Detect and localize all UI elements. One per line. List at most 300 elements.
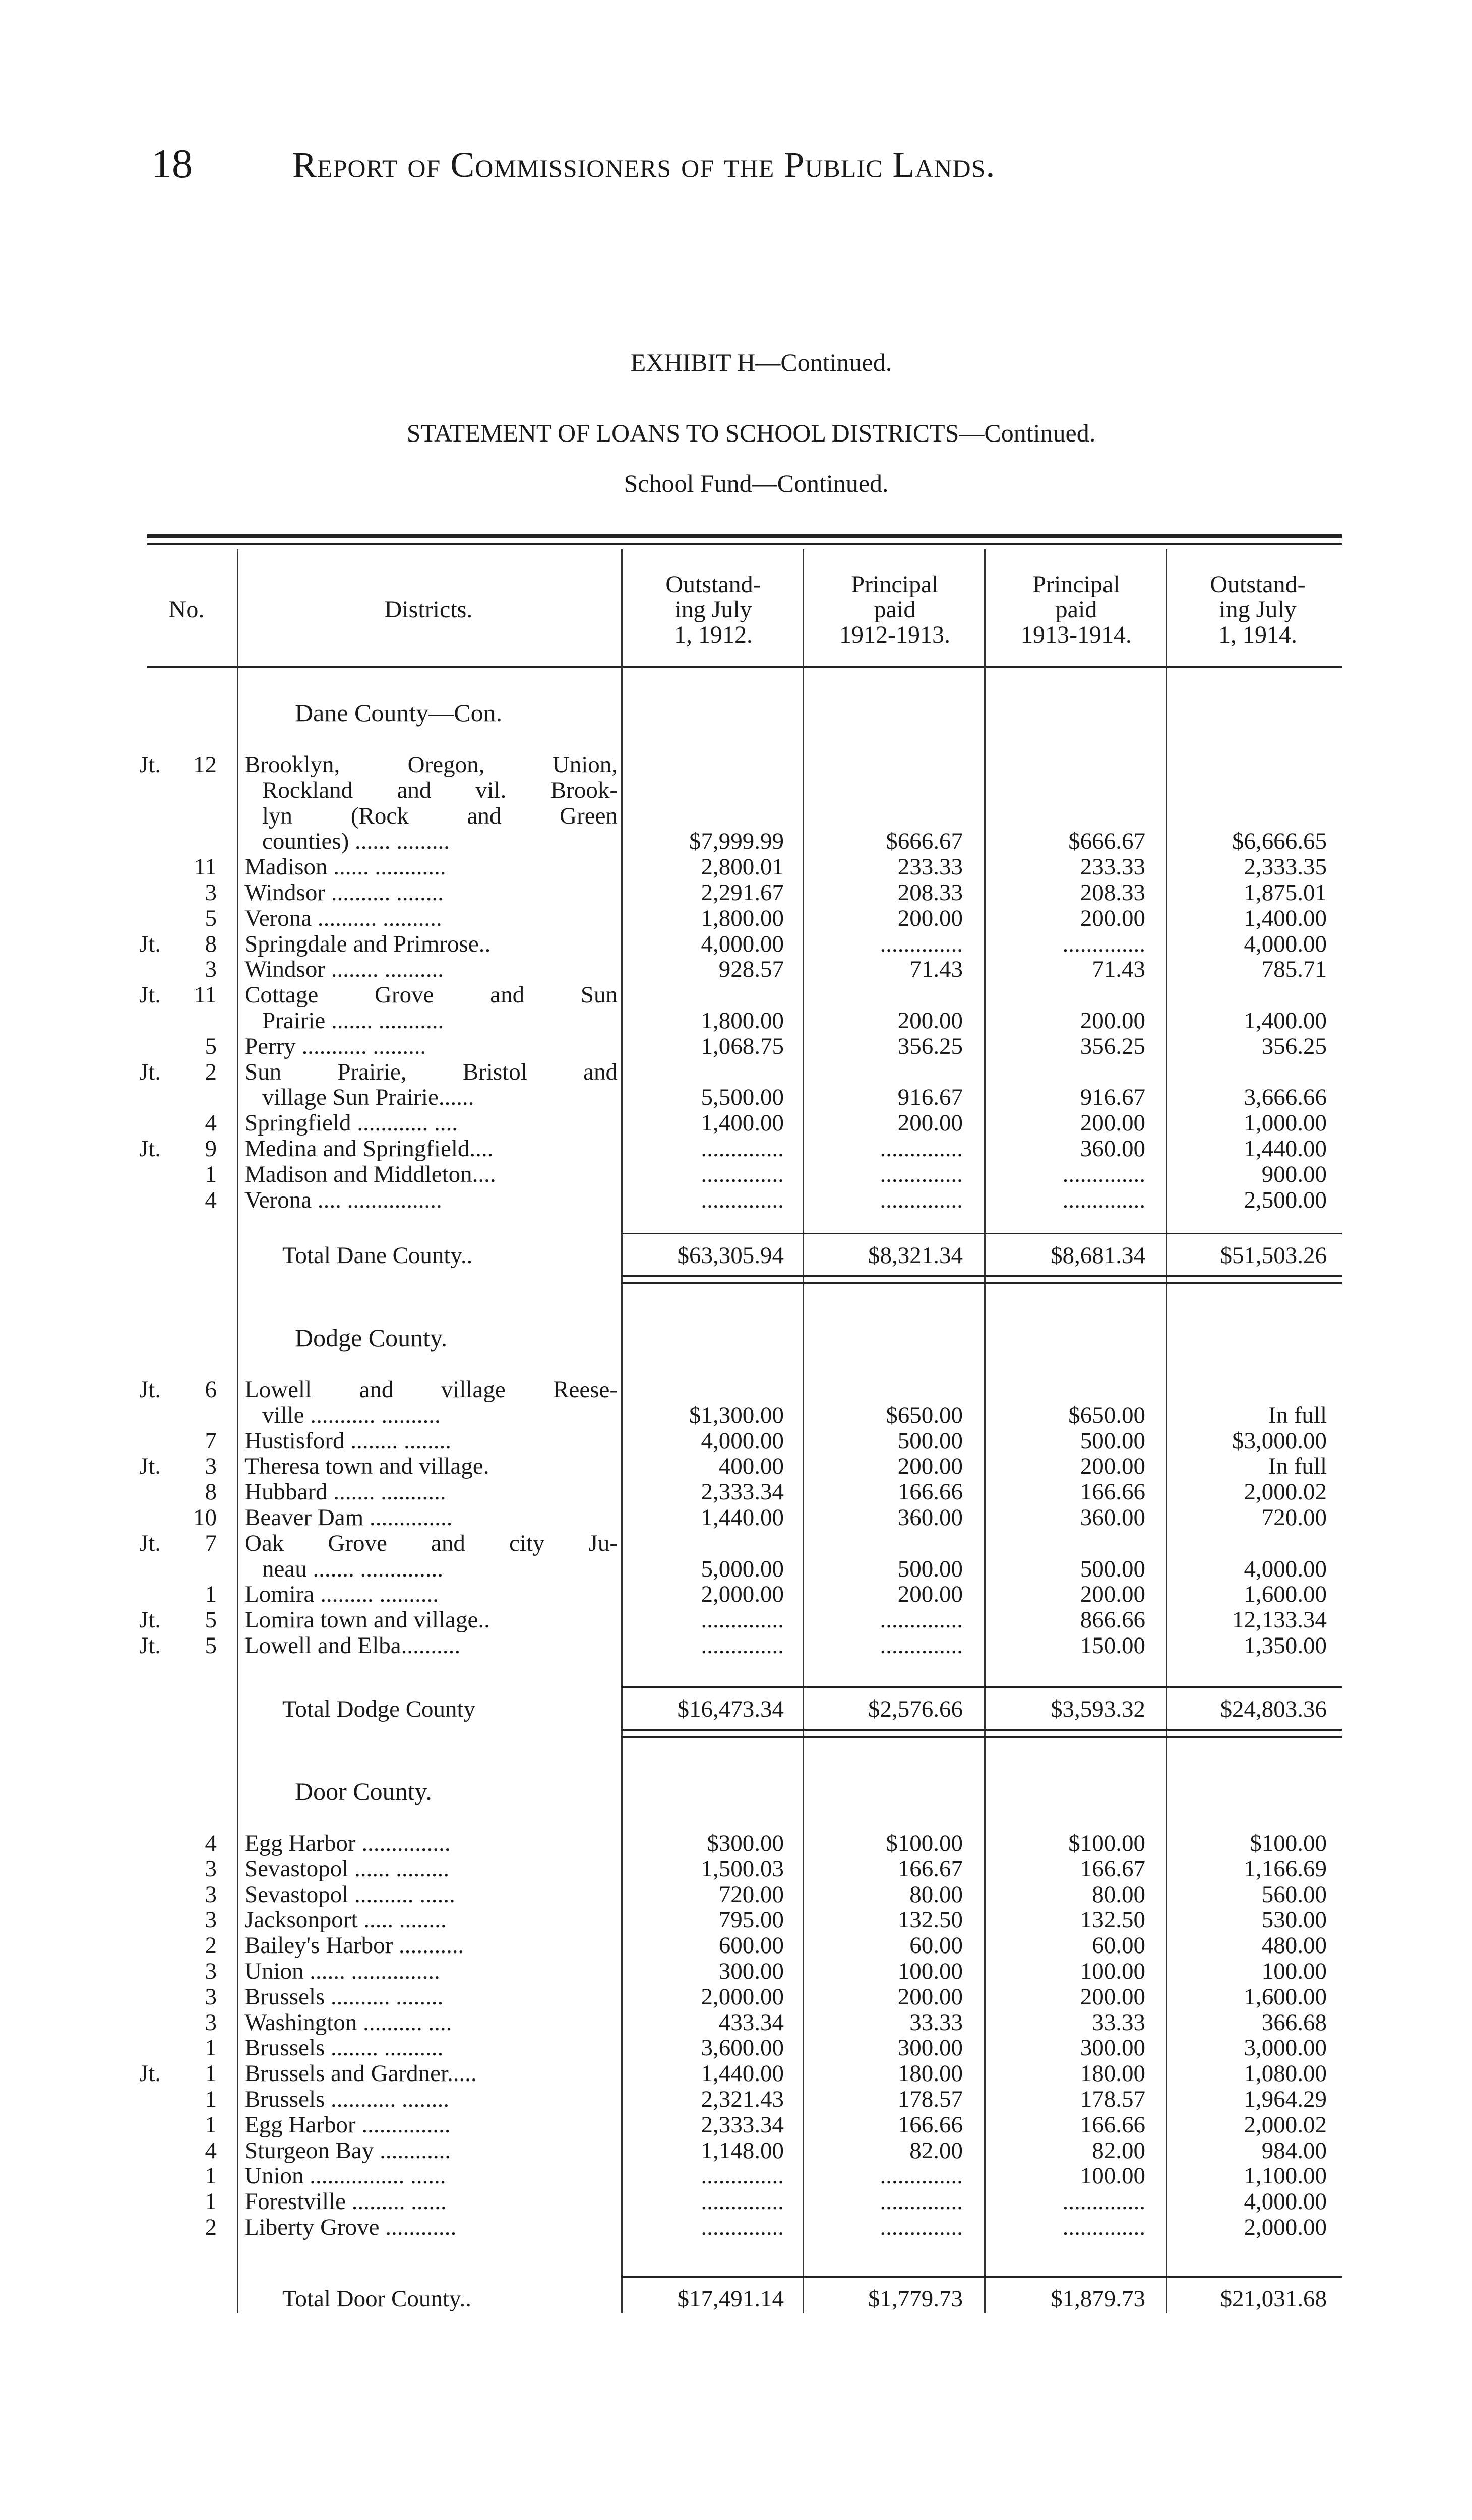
district-number: 9 [205,1136,217,1162]
district-number: 5 [205,1033,217,1059]
paid-1912-1913: 33.33 [909,2009,963,2036]
district-name: Egg Harbor ............... [244,1830,451,1856]
district-number: 7 [205,1428,217,1454]
district-number: 3 [205,1881,217,1908]
district-number: 1 [205,2060,217,2087]
paid-1913-1914: 360.00 [1080,1504,1145,1531]
district-number: 1 [205,2086,217,2112]
table-row [0,1136,1472,1161]
joint-marker: Jt. [139,1136,161,1162]
district-name: Prairie ....... ........... [262,1007,444,1034]
district-name: neau ....... .............. [262,1556,443,1582]
outstanding-1912: $1,300.00 [689,1402,784,1428]
outstanding-1912: 2,800.01 [701,854,784,880]
paid-1912-1913: 180.00 [897,2060,963,2087]
district-name: Sevastopol ...... ......... [244,1856,450,1882]
district-number: 4 [205,2137,217,2164]
table-row [0,906,1472,931]
table-row [0,1034,1472,1059]
paid-1913-1914: 200.00 [1080,1581,1145,1607]
joint-marker: Jt. [139,982,161,1008]
outstanding-1914: 2,500.00 [1244,1187,1327,1213]
district-name: Brussels and Gardner..... [244,2060,477,2087]
district-number: 10 [193,1504,217,1531]
paid-1913-1914: 180.00 [1080,2060,1145,2087]
paid-1913-1914: 166.66 [1080,1479,1145,1505]
total-value: $3,593.32 [1051,1696,1145,1722]
paid-1913-1914: 60.00 [1092,1932,1145,1959]
outstanding-1914: 100.00 [1261,1958,1327,1984]
district-name: Brussels ........ .......... [244,2035,444,2061]
paid-1912-1913: 166.67 [897,1856,963,1882]
district-name: Bailey's Harbor ........... [244,1932,464,1959]
paid-1913-1914: 360.00 [1080,1136,1145,1162]
district-number: 11 [194,854,217,880]
paid-1912-1913: .............. [880,1161,963,1187]
total-value: $1,879.73 [1051,2286,1145,2312]
paid-1912-1913: .............. [880,2214,963,2240]
table-row [0,2215,1472,2240]
table-row [0,1633,1472,1658]
paid-1913-1914: 233.33 [1080,854,1145,880]
district-name: Egg Harbor ............... [244,2112,451,2138]
joint-marker: Jt. [139,1530,161,1556]
paid-1913-1914: 82.00 [1092,2137,1145,2164]
outstanding-1912: .............. [701,1607,784,1633]
paid-1913-1914: 866.66 [1080,1607,1145,1633]
paid-1913-1914: 500.00 [1080,1428,1145,1454]
total-value: $51,503.26 [1220,1242,1327,1269]
total-value: $17,491.14 [677,2286,784,2312]
table-row [0,752,1472,777]
paid-1913-1914: .............. [1062,1161,1145,1187]
district-name: Windsor ........ .......... [244,956,444,982]
outstanding-1912: 5,500.00 [701,1084,784,1110]
table-row [0,1607,1472,1632]
district-name: Union ................ ...... [244,2163,446,2189]
outstanding-1914: $6,666.65 [1232,828,1327,854]
district-number: 8 [205,931,217,957]
district-name: Hustisford ........ ........ [244,1428,451,1454]
outstanding-1912: 1,148.00 [701,2137,784,2164]
paid-1912-1913: .............. [880,1632,963,1659]
table-row [0,957,1472,982]
outstanding-1914: 1,440.00 [1244,1136,1327,1162]
outstanding-1912: 5,000.00 [701,1556,784,1582]
paid-1913-1914: .............. [1062,931,1145,957]
district-name: Sturgeon Bay ............ [244,2137,451,2164]
paid-1912-1913: 356.25 [897,1033,963,1059]
paid-1913-1914: 356.25 [1080,1033,1145,1059]
running-head: Report of Commissioners of the Public Lands. [292,145,996,185]
paid-1912-1913: 360.00 [897,1504,963,1531]
district-number: 1 [205,2163,217,2189]
outstanding-1912: 300.00 [718,1958,784,1984]
paid-1913-1914: 208.33 [1080,879,1145,906]
outstanding-1914: In full [1268,1453,1327,1479]
table-row [0,2138,1472,2163]
paid-1912-1913: 916.67 [897,1084,963,1110]
joint-marker: Jt. [139,1453,161,1479]
outstanding-1914: 720.00 [1261,1504,1327,1531]
outstanding-1914: 1,166.69 [1244,1856,1327,1882]
district-number: 3 [205,1453,217,1479]
district-name: Medina and Springfield.... [244,1136,494,1162]
outstanding-1912: .............. [701,2163,784,2189]
total-label: Total Door County.. [282,2286,471,2312]
district-number: 5 [205,1607,217,1633]
district-name: village Sun Prairie...... [262,1084,474,1110]
district-number: 2 [205,1059,217,1085]
paid-1912-1913: .............. [880,2163,963,2189]
outstanding-1914: 12,133.34 [1232,1607,1327,1633]
district-name: Lowell and village Reese- [244,1376,618,1403]
joint-marker: Jt. [139,1376,161,1403]
total-rule [621,2276,1342,2278]
table-row-continuation [0,1556,1472,1582]
outstanding-1912: 433.34 [718,2009,784,2036]
outstanding-1914: 1,400.00 [1244,905,1327,931]
outstanding-1912: 4,000.00 [701,1428,784,1454]
outstanding-1912: 2,333.34 [701,2112,784,2138]
header-districts: Districts. [384,596,473,623]
paid-1912-1913: 178.57 [897,2086,963,2112]
header-paid-1912-1913: Principal paid 1912-1913. [839,571,950,648]
outstanding-1914: 560.00 [1261,1881,1327,1908]
outstanding-1912: .............. [701,1187,784,1213]
paid-1913-1914: 100.00 [1080,1958,1145,1984]
total-label: Total Dodge County [282,1696,476,1722]
paid-1913-1914: 500.00 [1080,1556,1145,1582]
total-label: Total Dane County.. [282,1242,473,1269]
paid-1912-1913: 208.33 [897,879,963,906]
outstanding-1912: .............. [701,1632,784,1659]
paid-1913-1914: 166.67 [1080,1856,1145,1882]
total-double-rule [621,1729,1342,1731]
total-value: $16,473.34 [677,1696,784,1722]
paid-1913-1914: 200.00 [1080,1984,1145,2010]
outstanding-1914: 1,080.00 [1244,2060,1327,2087]
district-name: Brussels ........... ........ [244,2086,450,2112]
table-row [0,2163,1472,2188]
table-row-continuation [0,778,1472,803]
paid-1912-1913: 100.00 [897,1958,963,1984]
outstanding-1912: 1,800.00 [701,905,784,931]
paid-1912-1913: 166.66 [897,2112,963,2138]
district-number: 1 [205,2112,217,2138]
district-name: Lomira town and village.. [244,1607,490,1633]
statement-title: STATEMENT OF LOANS TO SCHOOL DISTRICTS—Continued. [406,419,1096,447]
total-row [0,1696,1472,1722]
paid-1913-1914: 916.67 [1080,1084,1145,1110]
outstanding-1912: $300.00 [707,1830,784,1856]
district-name: Sun Prairie, Bristol and [244,1059,618,1085]
district-number: 6 [205,1376,217,1403]
outstanding-1912: $7,999.99 [689,828,784,854]
table-row [0,1162,1472,1187]
outstanding-1914: In full [1268,1402,1327,1428]
district-number: 4 [205,1110,217,1136]
table-row [0,1984,1472,2009]
district-name: Lomira ......... .......... [244,1581,439,1607]
paid-1913-1914: .............. [1062,2214,1145,2240]
district-number: 8 [205,1479,217,1505]
district-name: Springfield ............ .... [244,1110,458,1136]
district-number: 1 [205,2188,217,2215]
outstanding-1914: 1,600.00 [1244,1984,1327,2010]
paid-1912-1913: $666.67 [886,828,963,854]
table-row-continuation [0,803,1472,829]
paid-1913-1914: $650.00 [1068,1402,1145,1428]
exhibit-title: EXHIBIT H—Continued. [630,348,892,376]
outstanding-1912: 4,000.00 [701,931,784,957]
total-value: $2,576.66 [868,1696,963,1722]
outstanding-1912: .............. [701,1161,784,1187]
outstanding-1914: 3,666.66 [1244,1084,1327,1110]
outstanding-1912: 2,000.00 [701,1581,784,1607]
district-number: 3 [205,1856,217,1882]
table-row [0,2035,1472,2060]
outstanding-1912: 2,000.00 [701,1984,784,2010]
header-bottom-rule [147,666,1342,668]
outstanding-1912: 3,600.00 [701,2035,784,2061]
total-rule [621,1686,1342,1688]
paid-1912-1913: .............. [880,1607,963,1633]
joint-marker: Jt. [139,751,161,778]
outstanding-1914: 2,000.02 [1244,2112,1327,2138]
paid-1912-1913: .............. [880,2188,963,2215]
paid-1912-1913: 500.00 [897,1428,963,1454]
outstanding-1912: .............. [701,2188,784,2215]
total-value: $24,803.36 [1220,1696,1327,1722]
table-row [0,2010,1472,2035]
table-top-rule-thin [147,543,1342,545]
table-row [0,1479,1472,1504]
outstanding-1914: 2,333.35 [1244,854,1327,880]
table-row [0,1856,1472,1881]
outstanding-1914: 530.00 [1261,1907,1327,1933]
district-number: 2 [205,2214,217,2240]
total-value: $21,031.68 [1220,2286,1327,2312]
paid-1912-1913: 233.33 [897,854,963,880]
table-row-continuation [0,1085,1472,1110]
table-row [0,1907,1472,1932]
outstanding-1914: 2,000.00 [1244,2214,1327,2240]
outstanding-1912: 1,400.00 [701,1110,784,1136]
outstanding-1914: 356.25 [1261,1033,1327,1059]
paid-1913-1914: 300.00 [1080,2035,1145,2061]
paid-1912-1913: .............. [880,1136,963,1162]
paid-1912-1913: 200.00 [897,1581,963,1607]
total-value: $1,779.73 [868,2286,963,2312]
paid-1913-1914: $100.00 [1068,1830,1145,1856]
paid-1913-1914: 200.00 [1080,1453,1145,1479]
table-row [0,2061,1472,2086]
outstanding-1912: 1,440.00 [701,2060,784,2087]
paid-1912-1913: .............. [880,1187,963,1213]
outstanding-1914: 1,000.00 [1244,1110,1327,1136]
district-name: Liberty Grove ............ [244,2214,457,2240]
outstanding-1914: 984.00 [1261,2137,1327,2164]
total-double-rule [621,1282,1342,1284]
district-number: 3 [205,956,217,982]
outstanding-1914: $3,000.00 [1232,1428,1327,1454]
outstanding-1912: 1,440.00 [701,1504,784,1531]
table-row [0,1582,1472,1607]
paid-1913-1914: 71.43 [1092,956,1145,982]
outstanding-1914: 4,000.00 [1244,1556,1327,1582]
joint-marker: Jt. [139,1632,161,1659]
table-row [0,1454,1472,1479]
outstanding-1914: 1,600.00 [1244,1581,1327,1607]
total-double-rule [621,1275,1342,1277]
district-name: Cottage Grove and Sun [244,982,618,1008]
paid-1912-1913: 82.00 [909,2137,963,2164]
header-outstanding-1912: Outstand- ing July 1, 1912. [665,571,761,648]
table-row [0,2087,1472,2112]
paid-1913-1914: 100.00 [1080,2163,1145,2189]
total-value: $8,681.34 [1051,1242,1145,1269]
paid-1913-1914: 178.57 [1080,2086,1145,2112]
joint-marker: Jt. [139,2060,161,2087]
table-row [0,880,1472,905]
total-row [0,2286,1472,2311]
total-value: $63,305.94 [677,1242,784,1269]
district-number: 7 [205,1530,217,1556]
paid-1912-1913: 200.00 [897,905,963,931]
district-number: 2 [205,1932,217,1959]
outstanding-1914: 480.00 [1261,1932,1327,1959]
district-number: 3 [205,1958,217,1984]
outstanding-1912: 2,321.43 [701,2086,784,2112]
paid-1912-1913: 166.66 [897,1479,963,1505]
district-name: ville ........... .......... [262,1402,441,1428]
table-row [0,1831,1472,1856]
outstanding-1912: 400.00 [718,1453,784,1479]
outstanding-1912: 795.00 [718,1907,784,1933]
table-row [0,982,1472,1007]
district-number: 3 [205,2009,217,2036]
header-paid-1913-1914: Principal paid 1913-1914. [1021,571,1132,648]
district-name: Springdale and Primrose.. [244,931,491,957]
outstanding-1914: 366.68 [1261,2009,1327,2036]
joint-marker: Jt. [139,1059,161,1085]
table-row [0,1959,1472,1984]
district-name: Oak Grove and city Ju- [244,1530,618,1556]
paid-1913-1914: 200.00 [1080,905,1145,931]
district-name: Washington .......... .... [244,2009,452,2036]
district-name: Brooklyn, Oregon, Union, [244,751,618,778]
header-outstanding-1914: Outstand- ing July 1, 1914. [1210,571,1306,648]
section-title: Dodge County. [295,1324,448,1352]
paid-1912-1913: 132.50 [897,1907,963,1933]
district-name: Madison and Middleton.... [244,1161,496,1187]
joint-marker: Jt. [139,931,161,957]
paid-1912-1913: 200.00 [897,1984,963,2010]
district-name: Sevastopol .......... ...... [244,1881,455,1908]
district-number: 1 [205,1581,217,1607]
district-name: Forestville ......... ...... [244,2188,447,2215]
outstanding-1912: 1,500.03 [701,1856,784,1882]
outstanding-1914: 3,000.00 [1244,2035,1327,2061]
table-row [0,931,1472,957]
total-double-rule [621,1736,1342,1738]
paid-1913-1914: 200.00 [1080,1007,1145,1034]
table-row [0,1059,1472,1085]
outstanding-1912: .............. [701,2214,784,2240]
fund-title: School Fund—Continued. [624,469,889,497]
paid-1912-1913: 500.00 [897,1556,963,1582]
district-number: 3 [205,1984,217,2010]
paid-1912-1913: 60.00 [909,1932,963,1959]
district-name: Perry ........... ......... [244,1033,426,1059]
paid-1912-1913: 200.00 [897,1453,963,1479]
district-name: Rockland and vil. Brook- [262,777,618,803]
table-row [0,1428,1472,1454]
paid-1912-1913: $650.00 [886,1402,963,1428]
table-row [0,1187,1472,1213]
outstanding-1912: 2,291.67 [701,879,784,906]
outstanding-1914: 900.00 [1261,1161,1327,1187]
district-number: 12 [193,751,217,778]
outstanding-1914: 4,000.00 [1244,2188,1327,2215]
paid-1913-1914: 150.00 [1080,1632,1145,1659]
district-name: Lowell and Elba.......... [244,1632,461,1659]
district-number: 4 [205,1830,217,1856]
district-number: 5 [205,905,217,931]
district-number: 3 [205,879,217,906]
table-row-continuation [0,1403,1472,1428]
district-name: Jacksonport ..... ........ [244,1907,447,1933]
district-name: Windsor .......... ........ [244,879,444,906]
outstanding-1914: 1,100.00 [1244,2163,1327,2189]
district-number: 1 [205,1161,217,1187]
outstanding-1914: 785.71 [1261,956,1327,982]
district-name: Verona .......... .......... [244,905,442,931]
outstanding-1914: 1,400.00 [1244,1007,1327,1034]
header-no: No. [168,596,205,623]
total-row [0,1243,1472,1268]
paid-1913-1914: 132.50 [1080,1907,1145,1933]
paid-1913-1914: $666.67 [1068,828,1145,854]
district-name: counties) ...... ......... [262,828,450,854]
outstanding-1912: 1,068.75 [701,1033,784,1059]
district-number: 5 [205,1632,217,1659]
section-title: Door County. [295,1777,432,1805]
outstanding-1914: 1,964.29 [1244,2086,1327,2112]
table-row [0,1110,1472,1136]
district-name: Verona .... ................ [244,1187,442,1213]
district-number: 4 [205,1187,217,1213]
district-number: 3 [205,1907,217,1933]
outstanding-1914: 1,350.00 [1244,1632,1327,1659]
paid-1913-1914: 33.33 [1092,2009,1145,2036]
table-row [0,1505,1472,1530]
paid-1912-1913: 300.00 [897,2035,963,2061]
district-name: Madison ...... ............ [244,854,446,880]
paid-1912-1913: $100.00 [886,1830,963,1856]
table-row [0,2112,1472,2137]
table-row [0,2189,1472,2214]
district-number: 11 [194,982,217,1008]
outstanding-1912: 600.00 [718,1932,784,1959]
paid-1913-1914: 80.00 [1092,1881,1145,1908]
outstanding-1912: 720.00 [718,1881,784,1908]
outstanding-1912: 1,800.00 [701,1007,784,1034]
paid-1913-1914: .............. [1062,2188,1145,2215]
table-top-rule [147,534,1342,538]
district-name: Union ...... ............... [244,1958,440,1984]
